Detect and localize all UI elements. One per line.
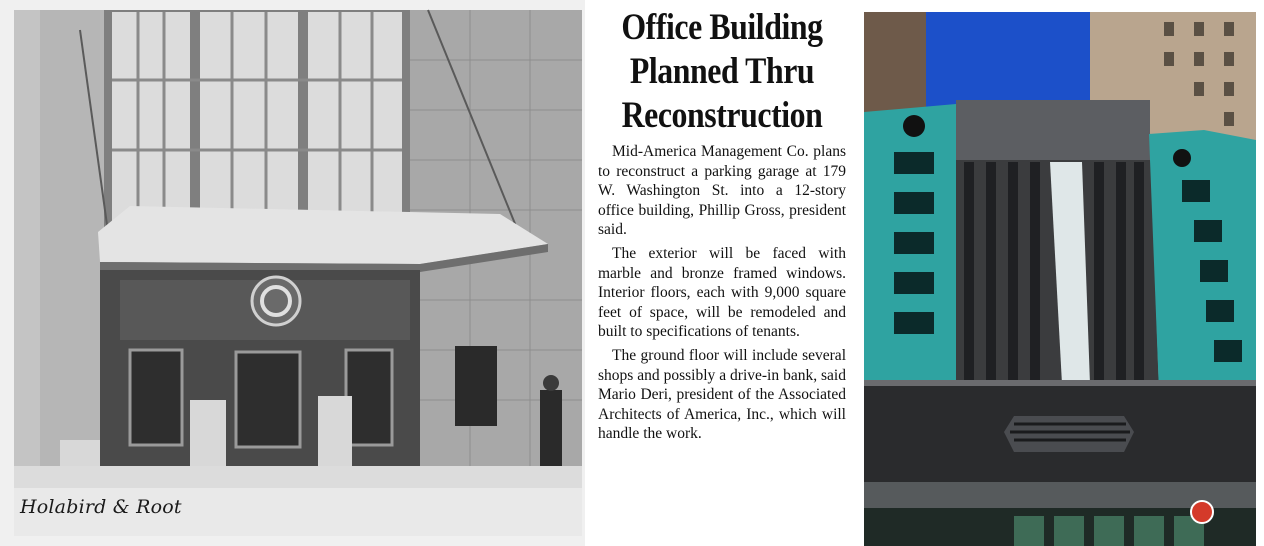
historic-building-photo xyxy=(0,0,585,546)
headline xyxy=(607,6,837,138)
article-body xyxy=(598,142,846,448)
photo-credit-caption: Holabird & Root xyxy=(20,496,182,518)
headline-line: Reconstruction xyxy=(621,95,823,136)
newspaper-clipping xyxy=(588,0,856,546)
article-paragraph: Mid-America Management Co. plans to reconstruct a parking garage at 179 W. Washington St. into a 12-story office building, Phillip Gross, president said. xyxy=(598,143,846,239)
modern-building-photo xyxy=(864,12,1256,546)
article-paragraph: The ground floor will include several shops and possibly a drive-in bank, said Mario Deri, president of the Associated Architects of America, Inc., which will handle the work. xyxy=(598,346,846,443)
article-paragraph: The exterior will be faced with marble and bronze framed windows. Interior floors, each with 9,000 square feet of space, will be remodeled and built to specifications of tenants. xyxy=(598,244,846,341)
headline-line: Office Building xyxy=(621,7,823,48)
historic-building-illustration xyxy=(0,0,585,546)
headline-line: Planned Thru xyxy=(629,51,815,92)
modern-building-illustration xyxy=(864,12,1256,546)
